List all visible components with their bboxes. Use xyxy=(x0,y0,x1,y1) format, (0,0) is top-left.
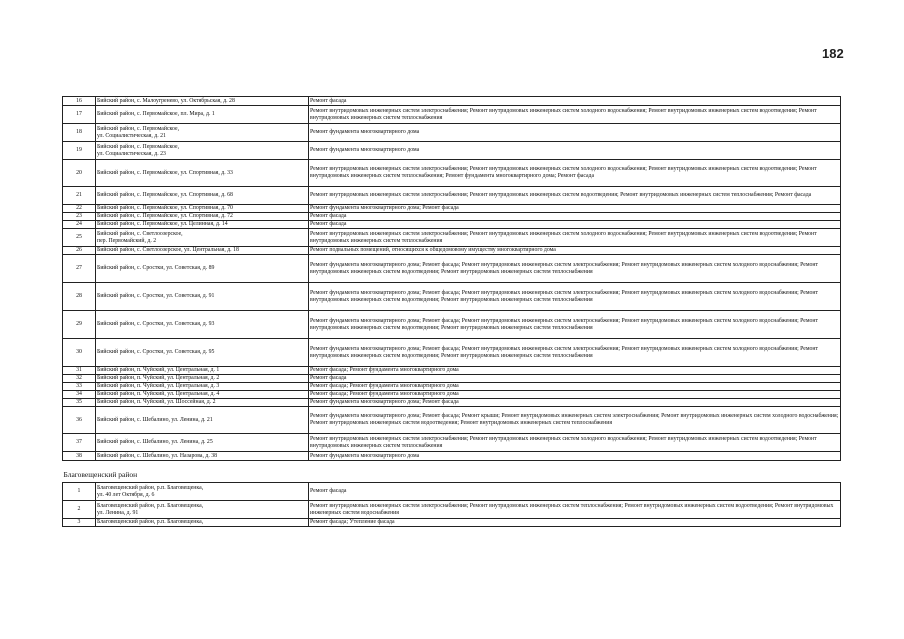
address-cell: Бийский район, с. Шебалино, ул. Назарова, д. 38 xyxy=(96,452,309,461)
row-number-cell: 16 xyxy=(63,97,96,106)
work-types-cell: Ремонт фасада xyxy=(309,221,841,229)
row-number-cell: 21 xyxy=(63,187,96,205)
work-types-cell: Ремонт фасада xyxy=(309,483,841,501)
address-cell: Бийский район, с. Сростки, ул. Советская, д. 95 xyxy=(96,339,309,367)
table-row xyxy=(63,229,841,247)
row-number-cell: 38 xyxy=(63,452,96,461)
table-row xyxy=(63,407,841,434)
address-cell: Бийский район, с. Малоугренево, ул. Октябрьская, д. 28 xyxy=(96,97,309,106)
address-cell: Бийский район, с. Первомайское, ул. Социалистическая, д. 21 xyxy=(96,124,309,142)
row-number-cell: 23 xyxy=(63,213,96,221)
table-row xyxy=(63,221,841,229)
work-types-cell: Ремонт внутридомовых инженерных систем электроснабжения; Ремонт внутридомовых инженерных систем холодного водоснабжения; Ремонт внутридомовых инженерных систем водоотведения; Ремонт внутридомовых инженерных систем теплоснабжения xyxy=(309,106,841,124)
table-row xyxy=(63,142,841,160)
row-number-cell: 28 xyxy=(63,283,96,311)
work-types-cell: Ремонт внутридомовых инженерных систем электроснабжения; Ремонт внутридомовых инженерных систем холодного водоснабжения; Ремонт внутридомовых инженерных систем водоотведения; Ремонт внутридомовых инженерных систем теплоснабжения xyxy=(309,434,841,452)
work-types-cell: Ремонт фундамента многоквартирного дома xyxy=(309,452,841,461)
row-number-cell: 30 xyxy=(63,339,96,367)
table-row xyxy=(63,97,841,106)
row-number-cell: 32 xyxy=(63,375,96,383)
row-number-cell: 29 xyxy=(63,311,96,339)
table-row xyxy=(63,213,841,221)
table-row xyxy=(63,311,841,339)
table-row xyxy=(63,391,841,399)
row-number-cell: 36 xyxy=(63,407,96,434)
work-types-cell: Ремонт подвальных помещений, относящихся к общедомовому имуществу многоквартирного дома xyxy=(309,247,841,255)
repair-program-table xyxy=(62,96,841,527)
work-types-cell: Ремонт внутридомовых инженерных систем электроснабжения; Ремонт внутридомовых инженерных систем водоотведения; Ремонт внутридомовых инженерных систем теплоснабжения; Ремонт фасада xyxy=(309,187,841,205)
address-cell: Бийский район, п. Чуйский, ул. Центральная, д. 4 xyxy=(96,391,309,399)
work-types-cell: Ремонт фасада; Ремонт фундамента многоквартирного дома xyxy=(309,367,841,375)
address-cell: Бийский район, с. Первомайское, ул. Спортивная, д. 72 xyxy=(96,213,309,221)
row-number-cell: 35 xyxy=(63,399,96,407)
row-number-cell: 22 xyxy=(63,205,96,213)
address-cell: Благовещенский район, р.п. Благовещенка, xyxy=(96,519,309,527)
address-cell: Бийский район, с. Первомайское, пл. Мира, д. 1 xyxy=(96,106,309,124)
table-row xyxy=(63,383,841,391)
table-row xyxy=(63,160,841,187)
section-header-row xyxy=(63,461,841,483)
work-types-cell: Ремонт фундамента многоквартирного дома xyxy=(309,124,841,142)
work-types-cell: Ремонт фасада; Утепление фасада xyxy=(309,519,841,527)
table-row xyxy=(63,367,841,375)
section-title: Благовещенский район xyxy=(63,461,841,483)
address-cell: Бийский район, с. Первомайское, ул. Социалистическая, д. 23 xyxy=(96,142,309,160)
address-cell: Бийский район, с. Сростки, ул. Советская, д. 89 xyxy=(96,255,309,283)
row-number-cell: 19 xyxy=(63,142,96,160)
work-types-cell: Ремонт фасада; Ремонт фундамента многоквартирного дома xyxy=(309,391,841,399)
table-row xyxy=(63,187,841,205)
work-types-cell: Ремонт внутридомовых инженерных систем электроснабжения; Ремонт внутридомовых инженерных систем холодного водоснабжения; Ремонт внутридомовых инженерных систем водоотведения; Ремонт внутридомовых инженерных систем теплоснабжения; Ремонт фундамента многоквартирного дома; Ремонт фасада xyxy=(309,160,841,187)
row-number-cell: 20 xyxy=(63,160,96,187)
row-number-cell: 3 xyxy=(63,519,96,527)
table-row xyxy=(63,247,841,255)
table-body xyxy=(63,97,841,527)
table-row xyxy=(63,434,841,452)
address-cell: Бийский район, с. Сростки, ул. Советская, д. 93 xyxy=(96,311,309,339)
table-row xyxy=(63,399,841,407)
work-types-cell: Ремонт фундамента многоквартирного дома; Ремонт фасада; Ремонт внутридомовых инженерных систем электроснабжения; Ремонт внутридомовых инженерных систем холодного водоснабжения; Ремонт внутридомовых инженерных систем водоотведения; Ремонт внутридомовых инженерных систем теплоснабжения xyxy=(309,311,841,339)
work-types-cell: Ремонт фасада xyxy=(309,97,841,106)
work-types-cell: Ремонт фундамента многоквартирного дома; Ремонт фасада; Ремонт внутридомовых инженерных систем электроснабжения; Ремонт внутридомовых инженерных систем холодного водоснабжения; Ремонт внутридомовых инженерных систем водоотведения; Ремонт внутридомовых инженерных систем теплоснабжения xyxy=(309,283,841,311)
work-types-cell: Ремонт фасада; Ремонт фундамента многоквартирного дома xyxy=(309,383,841,391)
work-types-cell: Ремонт фундамента многоквартирного дома xyxy=(309,142,841,160)
address-cell: Бийский район, с. Первомайское, ул. Целинная, д. 14 xyxy=(96,221,309,229)
address-cell: Бийский район, с. Шебалино, ул. Ленина, д. 21 xyxy=(96,407,309,434)
table-row xyxy=(63,519,841,527)
work-types-cell: Ремонт фасада xyxy=(309,213,841,221)
row-number-cell: 34 xyxy=(63,391,96,399)
page-number: 182 xyxy=(822,46,844,61)
table-row xyxy=(63,205,841,213)
address-cell: Бийский район, п. Чуйский, ул. Центральная, д. 2 xyxy=(96,375,309,383)
address-cell: Бийский район, с. Шебалино, ул. Ленина, д. 25 xyxy=(96,434,309,452)
table-row xyxy=(63,483,841,501)
work-types-cell: Ремонт фундамента многоквартирного дома; Ремонт фасада; Ремонт внутридомовых инженерных систем электроснабжения; Ремонт внутридомовых инженерных систем холодного водоснабжения; Ремонт внутридомовых инженерных систем водоотведения; Ремонт внутридомовых инженерных систем теплоснабжения xyxy=(309,255,841,283)
address-cell: Бийский район, с. Первомайское, ул. Спортивная, д. 33 xyxy=(96,160,309,187)
row-number-cell: 33 xyxy=(63,383,96,391)
table-row xyxy=(63,283,841,311)
address-cell: Благовещенский район, р.п. Благовещенка, ул. 40 лет Октября, д. 6 xyxy=(96,483,309,501)
address-cell: Бийский район, п. Чуйский, ул. Шоссейная, д. 2 xyxy=(96,399,309,407)
table-row xyxy=(63,106,841,124)
table-row xyxy=(63,375,841,383)
work-types-cell: Ремонт фундамента многоквартирного дома; Ремонт фасада xyxy=(309,205,841,213)
row-number-cell: 2 xyxy=(63,501,96,519)
table-row xyxy=(63,255,841,283)
work-types-cell: Ремонт фундамента многоквартирного дома; Ремонт фасада; Ремонт крыши; Ремонт внутридомовых инженерных систем электроснабжения; Ремонт внутридомовых инженерных систем холодного водоснабжения; Ремонт внутридомовых инженерных систем водоотведения; Ремонт внутридомовых инженерных систем теплоснабжения xyxy=(309,407,841,434)
row-number-cell: 31 xyxy=(63,367,96,375)
address-cell: Благовещенский район, р.п. Благовещенка, ул. Ленина, д. 91 xyxy=(96,501,309,519)
work-types-cell: Ремонт внутридомовых инженерных систем электроснабжения; Ремонт внутридомовых инженерных систем холодного водоснабжения; Ремонт внутридомовых инженерных систем водоотведения; Ремонт внутридомовых инженерных систем теплоснабжения xyxy=(309,229,841,247)
row-number-cell: 27 xyxy=(63,255,96,283)
address-cell: Бийский район, с. Первомайское, ул. Спортивная, д. 70 xyxy=(96,205,309,213)
row-number-cell: 1 xyxy=(63,483,96,501)
table-row xyxy=(63,452,841,461)
row-number-cell: 17 xyxy=(63,106,96,124)
work-types-cell: Ремонт фундамента многоквартирного дома; Ремонт фасада xyxy=(309,399,841,407)
address-cell: Бийский район, с. Светлоозерское, ул. Центральная, д. 18 xyxy=(96,247,309,255)
address-cell: Бийский район, с. Светлоозерское, пер. Первомайский, д. 2 xyxy=(96,229,309,247)
work-types-cell: Ремонт фундамента многоквартирного дома; Ремонт фасада; Ремонт внутридомовых инженерных систем электроснабжения; Ремонт внутридомовых инженерных систем холодного водоснабжения; Ремонт внутридомовых инженерных систем водоотведения; Ремонт внутридомовых инженерных систем теплоснабжения xyxy=(309,339,841,367)
table-row xyxy=(63,339,841,367)
address-cell: Бийский район, п. Чуйский, ул. Центральная, д. 3 xyxy=(96,383,309,391)
table-row xyxy=(63,124,841,142)
row-number-cell: 18 xyxy=(63,124,96,142)
table-row xyxy=(63,501,841,519)
address-cell: Бийский район, с. Сростки, ул. Советская, д. 91 xyxy=(96,283,309,311)
row-number-cell: 37 xyxy=(63,434,96,452)
row-number-cell: 26 xyxy=(63,247,96,255)
address-cell: Бийский район, п. Чуйский, ул. Центральная, д. 1 xyxy=(96,367,309,375)
work-types-cell: Ремонт фасада xyxy=(309,375,841,383)
row-number-cell: 25 xyxy=(63,229,96,247)
row-number-cell: 24 xyxy=(63,221,96,229)
work-types-cell: Ремонт внутридомовых инженерных систем электроснабжения; Ремонт внутридомовых инженерных систем теплоснабжения; Ремонт внутридомовых инженерных систем водоотведения; Ремонт внутридомовых инженерных систем водоснабжения xyxy=(309,501,841,519)
address-cell: Бийский район, с. Первомайское, ул. Спортивная, д. 68 xyxy=(96,187,309,205)
